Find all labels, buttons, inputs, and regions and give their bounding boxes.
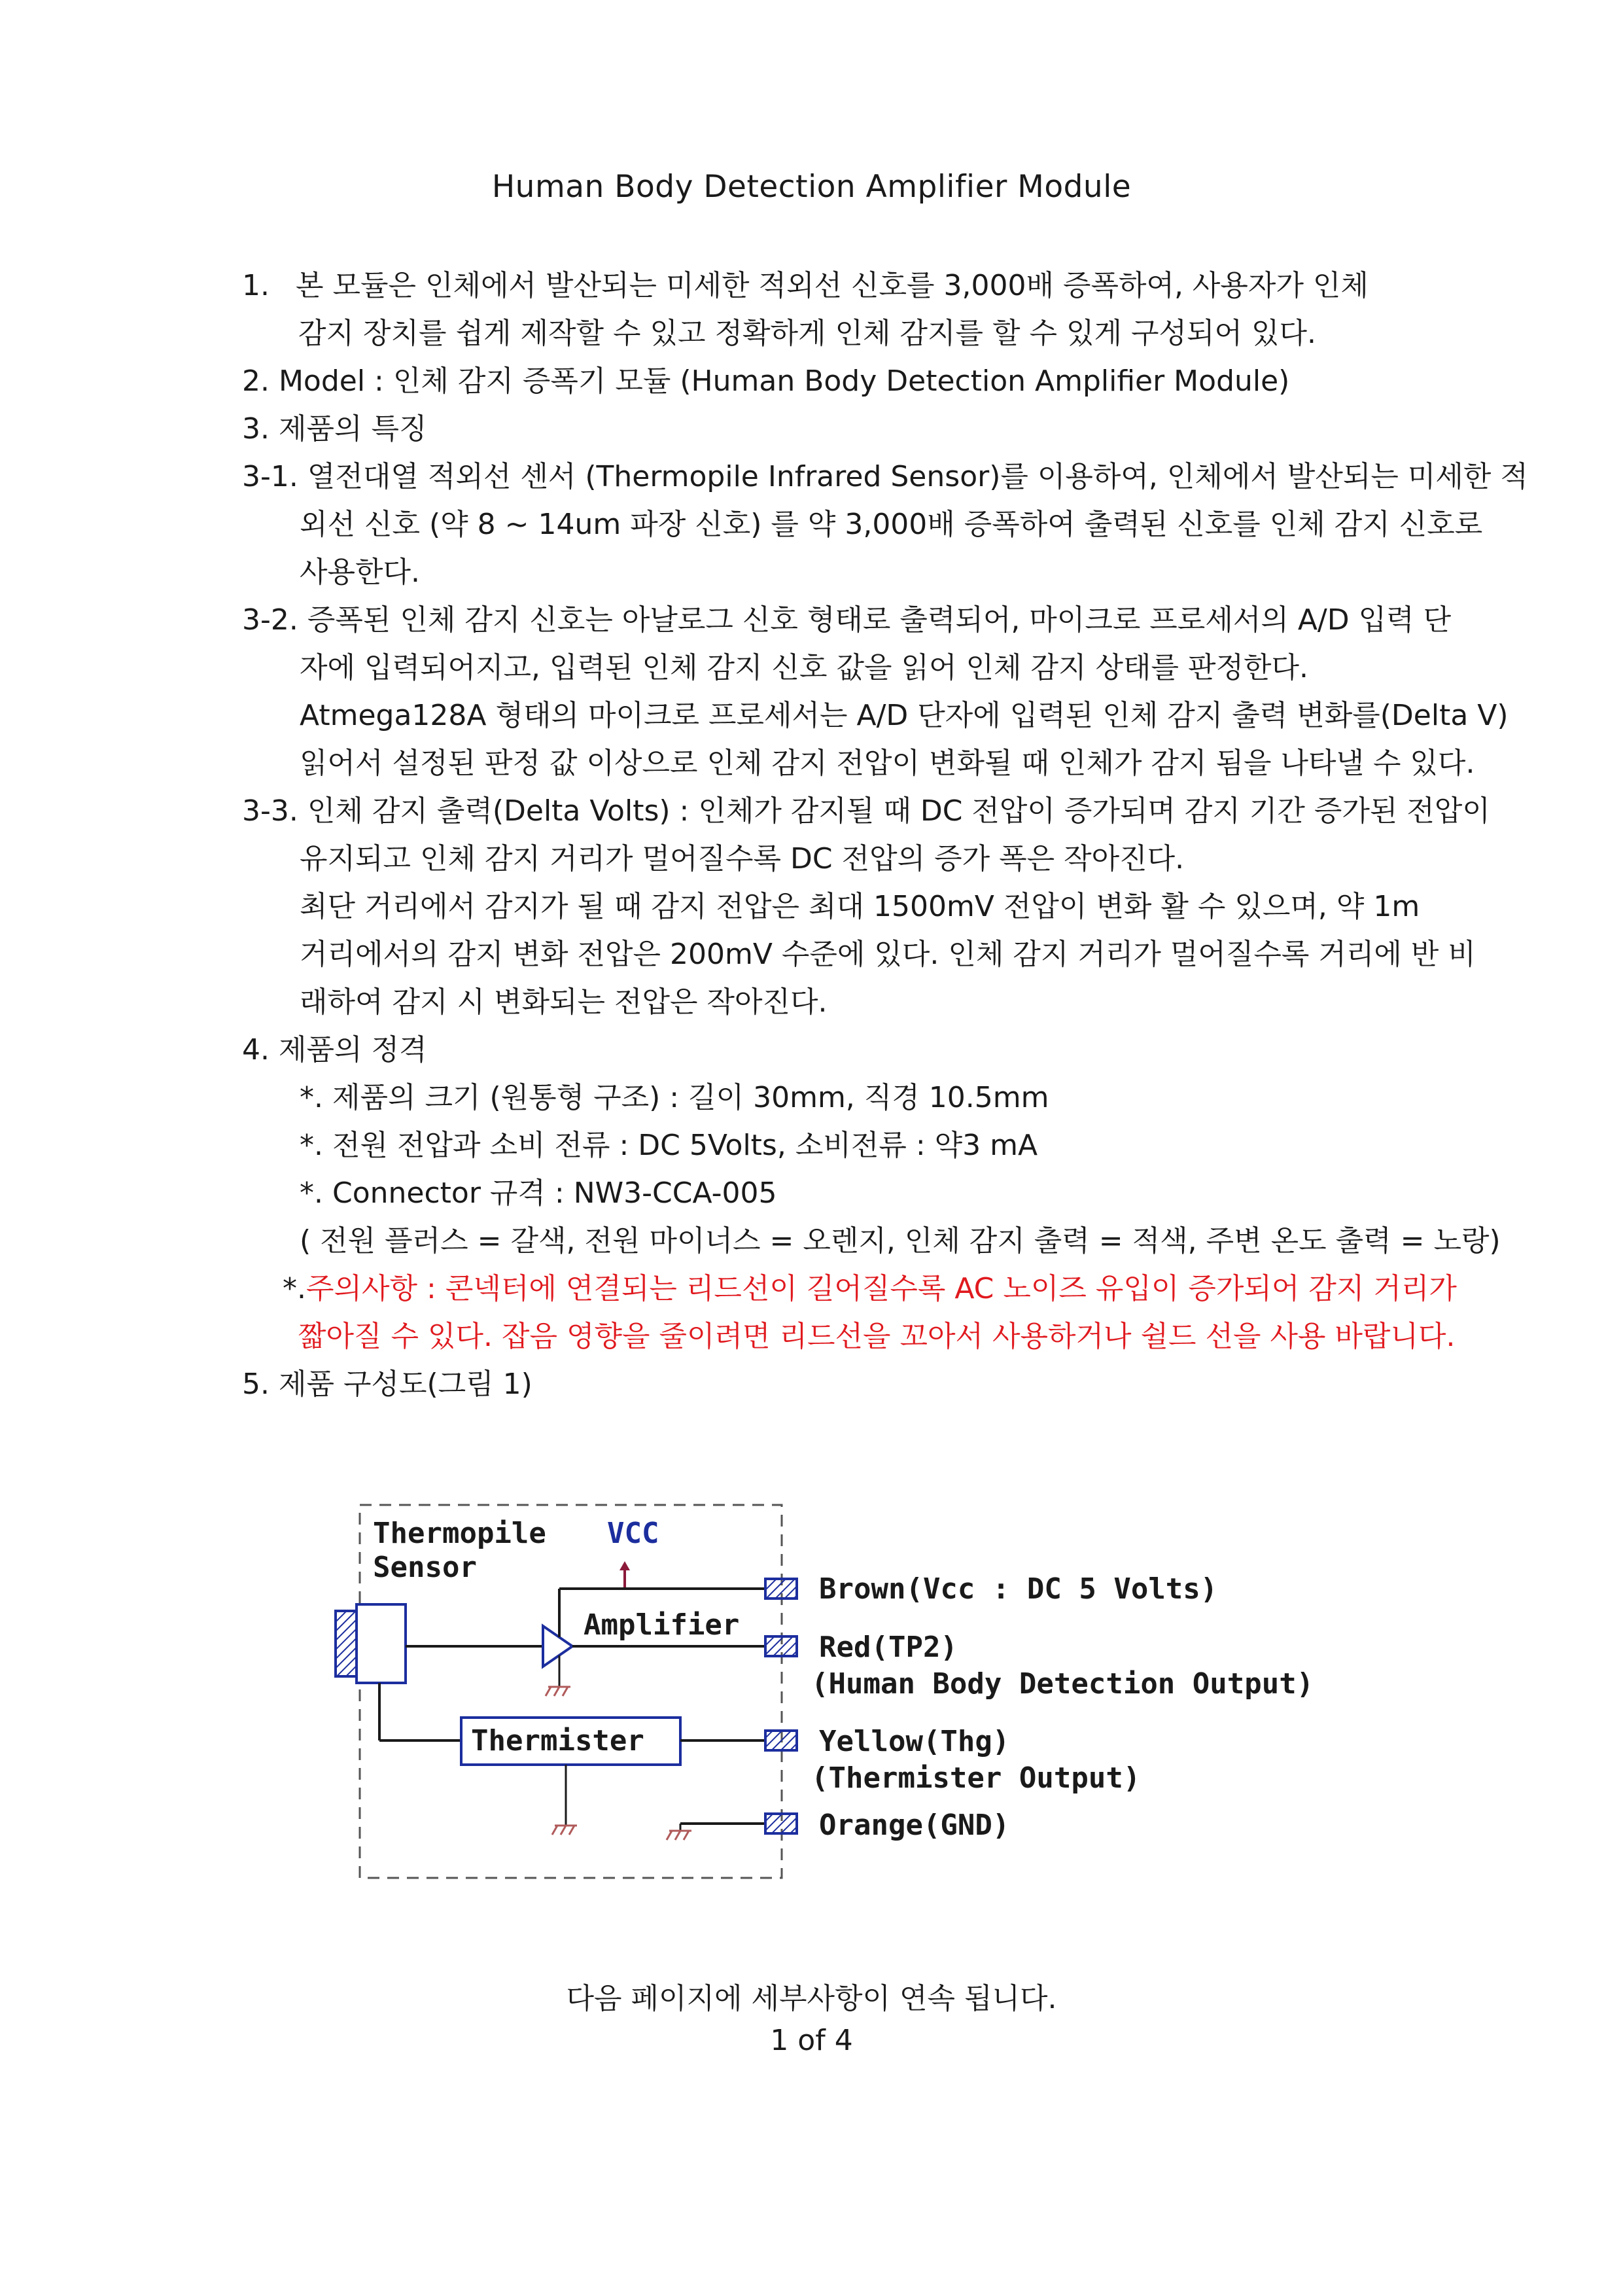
module-block-diagram [307, 1492, 1413, 1891]
section-1-number: 1. [242, 269, 270, 302]
pin-orange-terminal [765, 1814, 797, 1833]
document-title: Human Body Detection Amplifier Module [491, 169, 1132, 205]
section-3-3-line-2: 유지되고 인체 감지 거리가 멀어질수록 DC 전압의 증가 폭은 작아진다. [300, 842, 1185, 875]
spec-connector: *. Connector 규격 : NW3-CCA-005 [300, 1176, 777, 1210]
thermopile-sensor-housing [357, 1604, 406, 1683]
section-3-2-line-2: 자에 입력되어지고, 입력된 인체 감지 신호 값을 읽어 인체 감지 상태를 판정한다. [300, 651, 1308, 684]
sensor-label-2: Sensor [373, 1551, 477, 1584]
section-3-2-line-3: Atmega128A 형태의 마이크로 프로세서는 A/D 단자에 입력된 인체 감지 출력 변화를(Delta V) [300, 699, 1509, 732]
section-2-model: 2. Model : 인체 감지 증폭기 모듈 (Human Body Detection Amplifier Module) [242, 364, 1290, 398]
section-3-2-line-4: 읽어서 설정된 판정 값 이상으로 인체 감지 전압이 변화될 때 인체가 감지 됨을 나타낼 수 있다. [300, 747, 1475, 780]
section-1-line-2: 감지 장치를 쉽게 제작할 수 있고 정확하게 인체 감지를 할 수 있게 구성되어 있다. [298, 317, 1316, 350]
caution-line-1 [242, 1265, 1472, 1313]
section-3-1-line-3: 사용한다. [300, 556, 421, 589]
document-body [242, 262, 1528, 1408]
section-1-line-1: 1. 본 모듈은 인체에서 발산되는 미세한 적외선 신호를 3,000배 증폭하여, 사용자가 인체 [242, 262, 1472, 309]
pin-brown-terminal [765, 1579, 797, 1598]
pin-yellow-terminal [765, 1731, 797, 1750]
thermister-ground-icon [552, 1826, 577, 1835]
orange-ground-icon [667, 1831, 691, 1840]
spec-power: *. 전원 전압과 소비 전류 : DC 5Volts, 소비전류 : 약3 mA [300, 1129, 1038, 1162]
section-3-2-line-1: 3-2. 증폭된 인체 감지 신호는 아날로그 신호 형태로 출력되어, 마이크로 프로세서의 A/D 입력 단 [242, 603, 1452, 637]
pin-red-label-2: (Human Body Detection Output) [811, 1667, 1314, 1701]
section-5-heading: 5. 제품 구성도(그림 1) [242, 1368, 532, 1401]
section-3-3-line-4: 거리에서의 감지 변화 전압은 200mV 수준에 있다. 인체 감지 거리가 멀어질수록 거리에 반 비 [300, 938, 1476, 971]
page-number: 1 of 4 [770, 2024, 853, 2057]
caution-line-2: 짧아질 수 있다. 잡음 영향을 줄이려면 리드선을 꼬아서 사용하거나 쉴드 선을 사용 바랍니다. [298, 1320, 1456, 1353]
vcc-arrow-icon [620, 1561, 630, 1589]
vcc-label: VCC [607, 1517, 659, 1550]
sensor-label-1: Thermopile [373, 1517, 546, 1550]
pin-red-label-1: Red(TP2) [819, 1631, 958, 1664]
caution-text-1: 주의사항 : 콘넥터에 연결되는 리드선이 길어질수록 AC 노이즈 유입이 증가되어 감지 거리가 [306, 1272, 1457, 1305]
pin-brown-label: Brown(Vcc : DC 5 Volts) [819, 1572, 1218, 1606]
caution-bullet: *. [283, 1272, 306, 1305]
pin-yellow-label-2: (Thermister Output) [811, 1761, 1141, 1795]
section-3-heading: 3. 제품의 특징 [242, 412, 427, 446]
amplifier-label: Amplifier [584, 1608, 740, 1642]
section-4-heading: 4. 제품의 정격 [242, 1033, 427, 1067]
spec-size: *. 제품의 크기 (원통형 구조) : 길이 30mm, 직경 10.5mm [300, 1081, 1049, 1114]
section-3-3-line-1: 3-3. 인체 감지 출력(Delta Volts) : 인체가 감지될 때 DC 전압이 증가되며 감지 기간 증가된 전압이 [242, 794, 1490, 828]
continued-notice: 다음 페이지에 세부사항이 연속 됩니다. [566, 1982, 1057, 2015]
spec-wire-colors: ( 전원 플러스 = 갈색, 전원 마이너스 = 오렌지, 인체 감지 출력 = 적색, 주변 온도 출력 = 노랑) [300, 1224, 1501, 1258]
section-3-1-line-1: 3-1. 열전대열 적외선 센서 (Thermopile Infrared Sensor)를 이용하여, 인체에서 발산되는 미세한 적 [242, 460, 1528, 493]
section-3-1-line-2: 외선 신호 (약 8 ~ 14um 파장 신호) 를 약 3,000배 증폭하여 출력된 신호를 인체 감지 신호로 [300, 508, 1483, 541]
pin-orange-label: Orange(GND) [819, 1809, 1010, 1842]
section-3-3-line-3: 최단 거리에서 감지가 될 때 감지 전압은 최대 1500mV 전압이 변화 활 수 있으며, 약 1m [300, 890, 1420, 923]
thermopile-sensor-body [336, 1611, 357, 1676]
amplifier-ground-icon [546, 1687, 570, 1696]
pin-yellow-label-1: Yellow(Thg) [819, 1725, 1010, 1758]
section-3-3-line-5: 래하여 감지 시 변화되는 전압은 작아진다. [300, 985, 828, 1019]
pin-red-terminal [765, 1636, 797, 1656]
thermister-label: Thermister [471, 1724, 644, 1757]
amplifier-symbol [543, 1626, 572, 1667]
